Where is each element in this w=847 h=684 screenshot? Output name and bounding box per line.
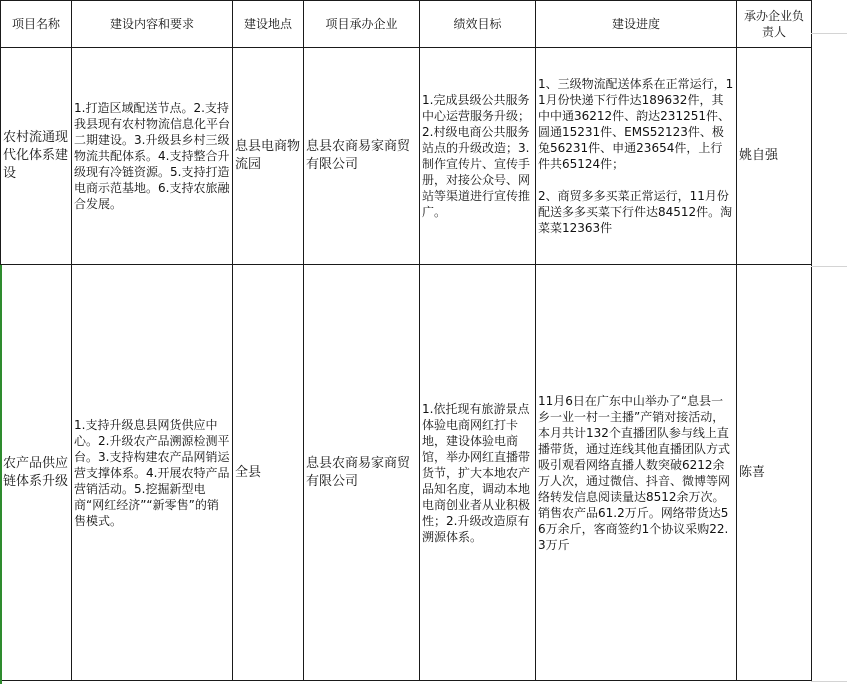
cell-progress[interactable] (536, 265, 737, 681)
empty-sheet-gridlines (811, 0, 847, 684)
selection-edge (0, 265, 2, 684)
header-content[interactable]: 建设内容和要求 (72, 1, 233, 48)
cell-goal[interactable]: 1.依托现有旅游景点体验电商网红打卡地，建设体验电商馆，举办网红直播带货节，扩大本地农产品知名度，调动本地电商创业者从业积极性；2.升级改造原有溯源体系。 (420, 265, 536, 681)
cell-progress[interactable] (536, 48, 737, 265)
cell-content[interactable]: 1.支持升级息县网货供应中心。2.升级农产品溯源检测平台。3.支持构建农产品网销运营支撑体系。4.开展农特产品营销活动。5.挖掘新型电商“网红经济”“新零售”的销售模式。 (72, 265, 233, 681)
header-row (1, 1, 812, 48)
cell-location[interactable]: 息县电商物流园 (233, 48, 304, 265)
cell-location[interactable]: 全县 (233, 265, 304, 681)
progress-item: 11月6日在广东中山举办了“息县一乡一业一村一主播”产销对接活动，本月共计132个直播团队参与线上直播带货，通过连线其他直播团队方式吸引观看网络直播人数突破6212余万人次，通过微信、抖音、微博等网络转发信息阅读量达8512余万次。销售农产品61.2万斤。网络带货达56万余斤，客商签约1个协议采购22.3万斤 (538, 393, 731, 552)
cell-company[interactable]: 息县农商易家商贸有限公司 (304, 48, 420, 265)
progress-item: 1、三级物流配送体系在正常运行，11月份快递下行件达189632件，其中中通36212件、韵达231251件、圆通15231件、EMS52123件、极兔56231件、申通23654件，上行件共65124件； (538, 77, 734, 171)
cell-person[interactable]: 陈喜 (737, 265, 812, 681)
cell-person[interactable]: 姚自强 (737, 48, 812, 265)
header-location[interactable]: 建设地点 (233, 1, 304, 48)
table-row (1, 265, 812, 681)
cell-company[interactable]: 息县农商易家商贸有限公司 (304, 265, 420, 681)
cell-project-name[interactable]: 农产品供应链体系升级 (1, 265, 72, 681)
cell-goal[interactable]: 1.完成县级公共服务中心运营服务升级；2.村级电商公共服务站点的升级改造；3.制作宣传片、宣传手册，对接公众号、网站等渠道进行宣传推广。 (420, 48, 536, 265)
header-progress[interactable]: 建设进度 (536, 1, 737, 48)
header-person[interactable]: 承办企业负责人 (737, 1, 812, 48)
cell-content[interactable]: 1.打造区域配送节点。2.支持我县现有农村物流信息化平台二期建设。3.升级县乡村三级物流共配体系。4.支持整合升级现有冷链资源。5.支持打造电商示范基地。6.支持农旅融合发展。 (72, 48, 233, 265)
header-project-name[interactable]: 项目名称 (1, 1, 72, 48)
progress-item: 2、商贸多多买菜正常运行，11月份配送多多买菜下行件达84512件。淘菜菜12363件 (538, 189, 733, 235)
header-goal[interactable]: 绩效目标 (420, 1, 536, 48)
cell-project-name[interactable]: 农村流通现代化体系建设 (1, 48, 72, 265)
table-row (1, 48, 812, 265)
header-company[interactable]: 项目承办企业 (304, 1, 420, 48)
